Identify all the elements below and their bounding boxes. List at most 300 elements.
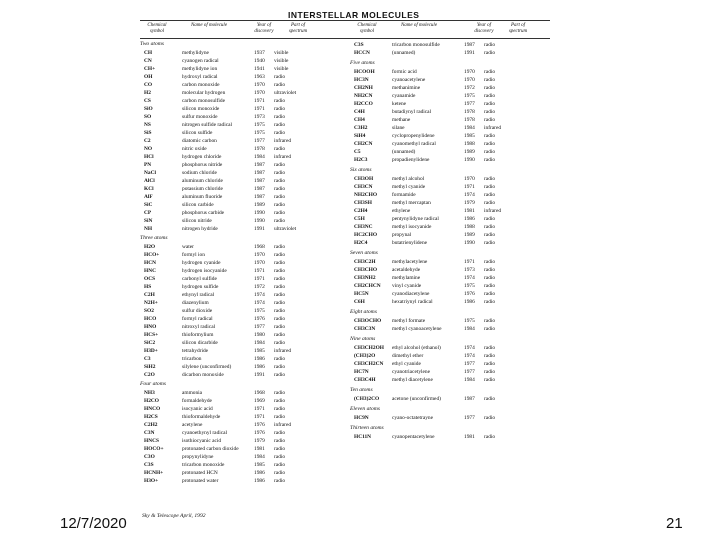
cell-year: 1974 (464, 275, 475, 281)
cell-name: methyl alcohol (392, 176, 425, 182)
cell-year: 1986 (254, 478, 265, 484)
cell-symbol: SiC (144, 202, 153, 208)
cell-year: 1986 (464, 216, 475, 222)
cell-spectrum: radio (484, 184, 496, 190)
table-row (144, 469, 334, 477)
cell-symbol: H2O (144, 244, 156, 250)
cell-year: 1976 (464, 291, 475, 297)
cell-symbol: H2C4 (354, 240, 368, 246)
cell-symbol: C3H2 (354, 125, 368, 131)
cell-symbol: NH3 (144, 390, 155, 396)
cell-spectrum: radio (484, 326, 496, 332)
cell-name: protonated HCN (182, 470, 218, 476)
cell-spectrum: radio (274, 268, 286, 274)
cell-spectrum: radio (484, 149, 496, 155)
table-row (354, 298, 544, 306)
table-row (354, 92, 544, 100)
cell-year: 1990 (464, 157, 475, 163)
cell-spectrum: radio (484, 77, 496, 83)
cell-spectrum: radio (484, 50, 496, 56)
cell-symbol: C3O (144, 454, 155, 460)
cell-spectrum: radio (274, 260, 286, 266)
cell-name: sulfur monoxide (182, 114, 218, 120)
cell-year: 1971 (464, 259, 475, 265)
cell-name: hydrogen sulfide (182, 284, 219, 290)
cell-spectrum: radio (484, 216, 496, 222)
table-row (144, 73, 334, 81)
table-row (144, 331, 334, 339)
cell-name: diazenylium (182, 300, 209, 306)
table-row (144, 97, 334, 105)
cell-symbol: CS (144, 98, 151, 104)
table-row (144, 339, 334, 347)
cell-spectrum: radio (274, 162, 286, 168)
cell-year: 1985 (464, 133, 475, 139)
cell-symbol: HCl (144, 154, 154, 160)
cell-symbol: C3S (144, 462, 154, 468)
cell-name: methyl cyanoacetylene (392, 326, 442, 332)
cell-symbol: SiS (144, 130, 152, 136)
table-row (144, 299, 334, 307)
cell-name: tricarbon (182, 356, 202, 362)
cell-symbol: CH2CHCN (354, 283, 381, 289)
table-row (354, 290, 544, 298)
footnote: Sky & Telescope April, 1992 (142, 513, 206, 519)
cell-spectrum: radio (274, 406, 286, 412)
table-row (354, 376, 544, 384)
cell-spectrum: infrared (274, 348, 292, 354)
table-row (354, 325, 544, 333)
cell-symbol: H2C3 (354, 157, 368, 163)
table-row (144, 397, 334, 405)
section-label: Eight atoms (350, 309, 377, 315)
header-name-right: Name of molecule (400, 23, 438, 28)
cell-symbol: HNCS (144, 438, 159, 444)
cell-symbol: H2CCO (354, 101, 373, 107)
cell-symbol: HC11N (354, 434, 372, 440)
cell-spectrum: radio (274, 316, 286, 322)
cell-year: 1977 (254, 324, 265, 330)
cell-spectrum: radio (484, 117, 496, 123)
cell-spectrum: radio (274, 74, 286, 80)
cell-name: methane (392, 117, 411, 123)
cell-spectrum: radio (274, 390, 286, 396)
cell-symbol: NaCl (144, 170, 156, 176)
table-row (144, 251, 334, 259)
cell-name: isocyanic acid (182, 406, 213, 412)
table-row (354, 207, 544, 215)
cell-spectrum: radio (274, 308, 286, 314)
cell-year: 1987 (254, 186, 265, 192)
cell-symbol: C2O (144, 372, 155, 378)
cell-year: 1987 (464, 396, 475, 402)
table-row (354, 317, 544, 325)
cell-name: methylamine (392, 275, 421, 281)
cell-symbol: SiO (144, 106, 153, 112)
table-row (144, 193, 334, 201)
cell-name: hydrogen chloride (182, 154, 222, 160)
cell-spectrum: radio (274, 454, 286, 460)
table-row (354, 156, 544, 164)
cell-symbol: (CH3)2O (354, 353, 376, 359)
table-row (144, 363, 334, 371)
cell-spectrum: radio (274, 202, 286, 208)
cell-name: vinyl cyanide (392, 283, 422, 289)
cell-symbol: CH3OH (354, 176, 374, 182)
cell-name: aluminum chloride (182, 178, 223, 184)
cell-symbol: C2H4 (354, 208, 368, 214)
cell-spectrum: radio (274, 194, 286, 200)
cell-spectrum: infrared (274, 422, 292, 428)
cell-year: 1980 (254, 332, 265, 338)
cell-symbol: NO (144, 146, 153, 152)
table-row (144, 413, 334, 421)
cell-name: ethynyl radical (182, 292, 215, 298)
section-label: Eleven atoms (350, 406, 380, 412)
cell-name: silicon sulfide (182, 130, 213, 136)
cell-name: cyanamide (392, 93, 416, 99)
cell-name: propynal (392, 232, 412, 238)
cell-year: 1987 (254, 178, 265, 184)
table-row (144, 291, 334, 299)
cell-symbol: H2CS (144, 414, 158, 420)
cell-year: 1986 (254, 470, 265, 476)
cell-year: 1988 (464, 141, 475, 147)
cell-spectrum: radio (484, 415, 496, 421)
cell-symbol: AlF (144, 194, 153, 200)
cell-spectrum: radio (274, 82, 286, 88)
cell-name: hydrogen cyanide (182, 260, 221, 266)
cell-name: methylacetylene (392, 259, 428, 265)
header-year-left: Year of discovery (254, 23, 274, 34)
cell-spectrum: radio (484, 345, 496, 351)
cell-name: cyanoacetylene (392, 77, 426, 83)
table-row (354, 199, 544, 207)
cell-year: 1978 (464, 109, 475, 115)
cell-spectrum: radio (274, 478, 286, 484)
cell-year: 1989 (464, 149, 475, 155)
cell-name: potassium chloride (182, 186, 223, 192)
table-row (354, 191, 544, 199)
cell-year: 1977 (464, 101, 475, 107)
cell-year: 1979 (464, 200, 475, 206)
table-row (144, 137, 334, 145)
document-title: INTERSTELLAR MOLECULES (288, 10, 420, 20)
cell-name: (unnamed) (392, 50, 416, 56)
cell-spectrum: visible (274, 66, 289, 72)
cell-year: 1979 (254, 438, 265, 444)
cell-name: protonated carbon dioxide (182, 446, 239, 452)
cell-spectrum: radio (484, 232, 496, 238)
cell-spectrum: radio (274, 324, 286, 330)
cell-spectrum: ultraviolet (274, 226, 297, 232)
header-name-left: Name of molecule (190, 23, 228, 28)
cell-symbol: NS (144, 122, 151, 128)
cell-symbol: CH3CH2OH (354, 345, 384, 351)
header-year-right: Year of discovery (474, 23, 494, 34)
cell-symbol: KCl (144, 186, 154, 192)
cell-spectrum: radio (484, 369, 496, 375)
cell-name: hydrogen isocyanide (182, 268, 227, 274)
cell-year: 1974 (254, 300, 265, 306)
table-row (354, 231, 544, 239)
cell-year: 1988 (464, 224, 475, 230)
cell-spectrum: radio (274, 106, 286, 112)
cell-symbol: CH2NH (354, 85, 373, 91)
cell-spectrum: radio (484, 275, 496, 281)
section-label: Four atoms (140, 381, 166, 387)
cell-spectrum: radio (274, 470, 286, 476)
cell-name: formaldehyde (182, 398, 212, 404)
cell-spectrum: radio (484, 109, 496, 115)
table-row (354, 368, 544, 376)
section-label: Five atoms (350, 60, 375, 66)
cell-name: thioformaldehyde (182, 414, 221, 420)
header-part-right: Part of spectrum (508, 23, 528, 34)
cell-spectrum: radio (484, 396, 496, 402)
cell-symbol: C4H (354, 109, 365, 115)
cell-name: carbon monoxide (182, 82, 220, 88)
cell-year: 1991 (254, 226, 265, 232)
cell-symbol: C3S (354, 42, 364, 48)
cell-symbol: C5H (354, 216, 365, 222)
cell-year: 1981 (464, 208, 475, 214)
table-row (354, 132, 544, 140)
cell-name: protonated water (182, 478, 219, 484)
cell-name: ketene (392, 101, 407, 107)
cell-name: carbon monosulfide (182, 98, 225, 104)
cell-year: 1941 (254, 66, 265, 72)
section-label: Seven atoms (350, 250, 378, 256)
cell-symbol: C3N (144, 430, 155, 436)
cell-name: dimethyl ether (392, 353, 424, 359)
cell-spectrum: radio (274, 276, 286, 282)
cell-name: propynylidyne (182, 454, 214, 460)
cell-name: ethylene (392, 208, 411, 214)
cell-year: 1972 (254, 284, 265, 290)
cell-spectrum: radio (274, 446, 286, 452)
cell-year: 1978 (464, 117, 475, 123)
cell-symbol: CN (144, 58, 152, 64)
cell-year: 1977 (464, 361, 475, 367)
cell-symbol: CH3CN (354, 184, 373, 190)
table-row (144, 437, 334, 445)
cell-spectrum: radio (274, 438, 286, 444)
cell-symbol: NH2CN (354, 93, 373, 99)
table-row (354, 100, 544, 108)
cell-spectrum: radio (484, 141, 496, 147)
cell-symbol: PN (144, 162, 152, 168)
table-row (354, 239, 544, 247)
cell-spectrum: radio (484, 267, 496, 273)
table-row (354, 140, 544, 148)
table-row (354, 49, 544, 57)
cell-name: silicon carbide (182, 202, 214, 208)
cell-name: silane (392, 125, 405, 131)
table-row (144, 421, 334, 429)
section-label: Thirteen atoms (350, 425, 384, 431)
cell-name: formyl ion (182, 252, 205, 258)
cell-symbol: N2H+ (144, 300, 158, 306)
cell-name: nitrogen hydride (182, 226, 218, 232)
table-row (144, 65, 334, 73)
cell-year: 1975 (464, 318, 475, 324)
cell-spectrum: radio (274, 146, 286, 152)
cell-year: 1971 (254, 414, 265, 420)
table-row (354, 352, 544, 360)
cell-spectrum: radio (484, 353, 496, 359)
table-row (144, 347, 334, 355)
cell-name: tricarbon monoxide (182, 462, 225, 468)
table-row (144, 371, 334, 379)
cell-year: 1978 (254, 146, 265, 152)
cell-name: acetylene (182, 422, 203, 428)
cell-year: 1969 (254, 398, 265, 404)
slide-date: 12/7/2020 (60, 515, 127, 532)
table-row (354, 266, 544, 274)
cell-spectrum: infrared (274, 138, 292, 144)
cell-year: 1976 (254, 316, 265, 322)
cell-symbol: SiH2 (144, 364, 156, 370)
table-row (354, 414, 544, 422)
cell-year: 1971 (464, 184, 475, 190)
cell-name: cyanodiacetylene (392, 291, 430, 297)
cell-name: ammonia (182, 390, 203, 396)
cell-year: 1971 (254, 276, 265, 282)
cell-symbol: CP (144, 210, 152, 216)
cell-symbol: CO (144, 82, 153, 88)
cell-name: methyl cyanide (392, 184, 426, 190)
cell-year: 1985 (254, 462, 265, 468)
cell-name: methyl isocyanide (392, 224, 432, 230)
cell-year: 1975 (254, 122, 265, 128)
cell-name: phosphorus nitride (182, 162, 223, 168)
cell-symbol: CH3NH2 (354, 275, 376, 281)
cell-spectrum: radio (274, 332, 286, 338)
cell-symbol: CH+ (144, 66, 156, 72)
cell-name: ethyl alcohol (ethanol) (392, 345, 441, 351)
cell-spectrum: radio (274, 170, 286, 176)
cell-symbol: SO (144, 114, 152, 120)
section-label: Nine atoms (350, 336, 376, 342)
section-label: Ten atoms (350, 387, 373, 393)
table-row (354, 148, 544, 156)
cell-name: silicon nitride (182, 218, 212, 224)
cell-symbol: OCS (144, 276, 156, 282)
cell-symbol: HNC (144, 268, 156, 274)
cell-year: 1972 (464, 85, 475, 91)
cell-year: 1989 (464, 232, 475, 238)
cell-name: carbonyl sulfide (182, 276, 217, 282)
cell-year: 1971 (254, 106, 265, 112)
cell-name: acetone (unconfirmed) (392, 396, 441, 402)
table-row (144, 185, 334, 193)
cell-spectrum: radio (484, 192, 496, 198)
cell-name: methyl diacetylene (392, 377, 433, 383)
cell-year: 1981 (254, 446, 265, 452)
cell-spectrum: radio (484, 101, 496, 107)
cell-symbol: CH3C4H (354, 377, 376, 383)
cell-symbol: HCN (144, 260, 156, 266)
cell-spectrum: radio (484, 291, 496, 297)
cell-spectrum: radio (274, 122, 286, 128)
cell-year: 1984 (254, 454, 265, 460)
cell-year: 1984 (464, 326, 475, 332)
table-row (354, 274, 544, 282)
cell-spectrum: infrared (484, 125, 502, 131)
cell-name: sodium chloride (182, 170, 217, 176)
cell-year: 1984 (464, 125, 475, 131)
table-row (144, 81, 334, 89)
cell-name: silicon dicarbide (182, 340, 218, 346)
cell-spectrum: radio (484, 377, 496, 383)
table-row (144, 209, 334, 217)
table-row (144, 267, 334, 275)
cell-name: cyanopentacetylene (392, 434, 435, 440)
cell-name: silicon monoxide (182, 106, 220, 112)
table-row (354, 395, 544, 403)
cell-spectrum: radio (274, 114, 286, 120)
table-row (144, 275, 334, 283)
cell-spectrum: radio (274, 244, 286, 250)
cell-spectrum: radio (274, 430, 286, 436)
cell-year: 1991 (254, 372, 265, 378)
cell-year: 1990 (254, 210, 265, 216)
cell-year: 1971 (254, 98, 265, 104)
section-label: Three atoms (140, 235, 168, 241)
cell-name: sulfur dioxide (182, 308, 213, 314)
table-row (144, 201, 334, 209)
cell-name: tetrahydride (182, 348, 209, 354)
cell-year: 1977 (464, 369, 475, 375)
cell-year: 1971 (254, 406, 265, 412)
cell-spectrum: radio (484, 133, 496, 139)
cell-spectrum: radio (484, 200, 496, 206)
cell-symbol: SiN (144, 218, 153, 224)
cell-year: 1989 (254, 202, 265, 208)
header-symbol-right: Chemical symbol (357, 23, 377, 34)
cell-year: 1987 (464, 42, 475, 48)
table-row (144, 461, 334, 469)
cell-spectrum: radio (484, 69, 496, 75)
cell-spectrum: radio (274, 462, 286, 468)
cell-year: 1984 (254, 154, 265, 160)
cell-symbol: SO2 (144, 308, 154, 314)
cell-name: dicarbon monoxide (182, 372, 224, 378)
table-row (144, 225, 334, 233)
cell-year: 1985 (254, 348, 265, 354)
cell-year: 1973 (464, 267, 475, 273)
table-row (144, 217, 334, 225)
cell-name: pentynylidyne radical (392, 216, 439, 222)
cell-year: 1984 (464, 377, 475, 383)
cell-year: 1970 (464, 176, 475, 182)
cell-year: 1970 (254, 260, 265, 266)
table-row (144, 477, 334, 485)
cell-name: hexatriynyl radical (392, 299, 433, 305)
header-rule (140, 38, 550, 39)
cell-year: 1971 (254, 268, 265, 274)
cell-spectrum: visible (274, 58, 289, 64)
cell-name: hydroxyl radical (182, 74, 218, 80)
cell-symbol: CH3SH (354, 200, 372, 206)
cell-spectrum: radio (484, 93, 496, 99)
cell-symbol: HC5N (354, 291, 369, 297)
cell-name: molecular hydrogen (182, 90, 226, 96)
cell-year: 1937 (254, 50, 265, 56)
cell-year: 1975 (254, 130, 265, 136)
cell-year: 1976 (254, 430, 265, 436)
